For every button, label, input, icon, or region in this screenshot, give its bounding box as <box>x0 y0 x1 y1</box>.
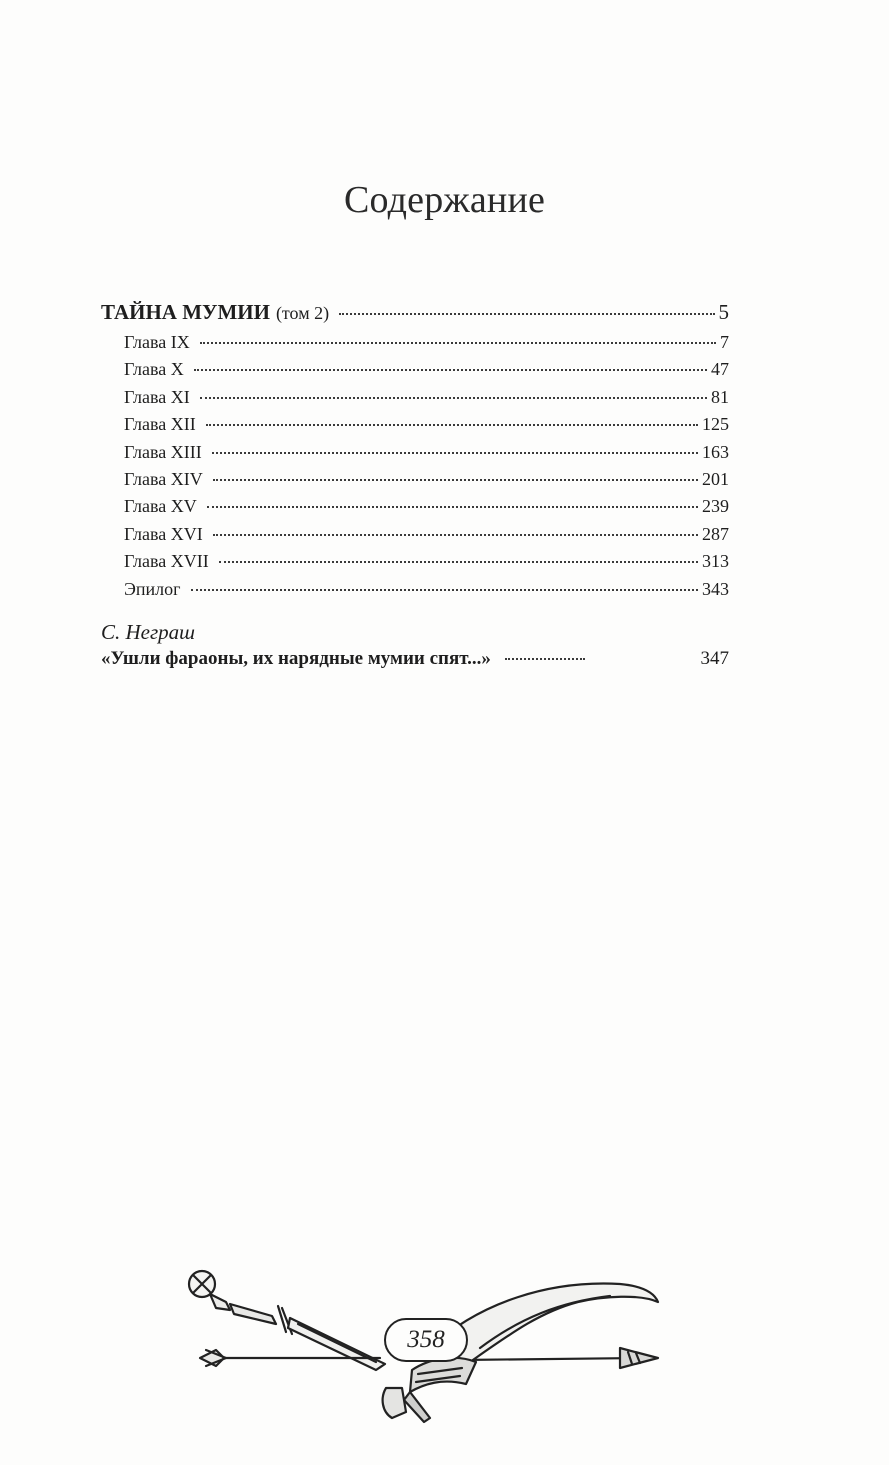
toc-chapter-entry[interactable] <box>101 524 729 551</box>
chapter-label: Глава XV <box>124 496 197 517</box>
chapter-label: Глава XII <box>124 414 196 435</box>
chapter-label: Эпилог <box>124 578 181 599</box>
toc-part-entry[interactable] <box>101 300 729 332</box>
page-number-folio: 358 <box>384 1318 468 1362</box>
page-number: 163 <box>702 441 729 462</box>
toc-chapter-entry[interactable] <box>101 387 729 414</box>
toc-chapter-entry[interactable] <box>101 496 729 523</box>
chapter-label: Глава X <box>124 359 184 380</box>
page-number: 201 <box>702 468 729 489</box>
part-subtitle: (том 2) <box>275 303 330 323</box>
afterword-author: С. Неграш <box>101 619 196 644</box>
chapter-label: Глава IX <box>124 332 190 352</box>
page-number: 125 <box>702 414 729 435</box>
page-number: 347 <box>700 647 729 669</box>
part-title: ТАЙНА МУМИИ <box>101 300 270 324</box>
leader-dots <box>219 561 698 563</box>
toc-chapter-entry[interactable] <box>101 414 729 441</box>
chapter-label: Глава XI <box>124 386 190 407</box>
leader-dots <box>200 342 716 344</box>
toc-chapter-entry[interactable] <box>101 579 729 606</box>
page-number: 313 <box>702 551 729 572</box>
toc-chapter-entry[interactable] <box>101 442 729 469</box>
chapter-label: Глава XIII <box>124 441 202 462</box>
toc-chapter-entry[interactable] <box>101 359 729 386</box>
toc-afterword-entry[interactable] <box>101 648 729 678</box>
toc-chapter-entry[interactable] <box>101 469 729 496</box>
leader-dots <box>213 534 698 536</box>
toc-chapter-entry[interactable] <box>101 551 729 578</box>
page-number: 287 <box>702 523 729 544</box>
afterword-title: «Ушли фараоны, их нарядные мумии спят...» <box>101 647 491 669</box>
table-of-contents <box>101 300 729 678</box>
leader-dots <box>200 397 707 399</box>
page-number: 7 <box>720 332 729 352</box>
leader-dots <box>212 452 698 454</box>
leader-dots <box>339 313 714 315</box>
leader-dots <box>213 479 698 481</box>
toc-chapter-entry[interactable] <box>101 332 729 359</box>
chapter-label: Глава XVI <box>124 523 203 544</box>
page-number: 239 <box>702 496 729 517</box>
leader-dots <box>194 369 707 371</box>
chapter-label: Глава XIV <box>124 468 203 489</box>
leader-dots <box>206 424 698 426</box>
leader-dots <box>191 589 698 591</box>
leader-dots <box>505 658 585 660</box>
page-number: 5 <box>718 300 729 324</box>
page-number: 343 <box>702 578 729 599</box>
leader-dots <box>207 506 698 508</box>
chapter-label: Глава XVII <box>124 551 209 572</box>
page-number: 47 <box>711 359 729 380</box>
page-number: 81 <box>711 386 729 407</box>
page-title: Содержание <box>343 179 546 221</box>
